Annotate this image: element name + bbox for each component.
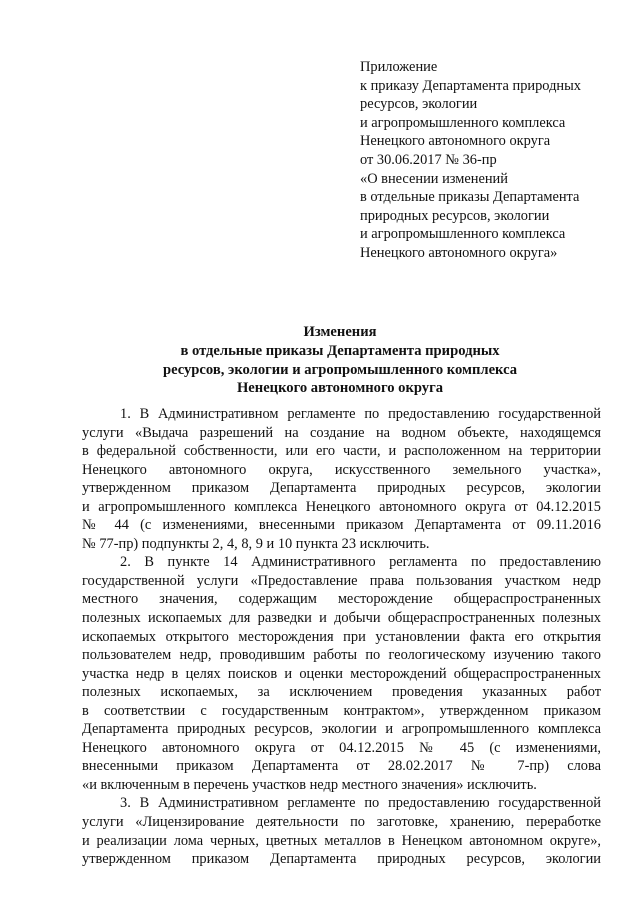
document-title xyxy=(40,323,640,398)
paragraph-line: «и включенным в перечень участков недр местного значения» исключить. xyxy=(82,776,537,793)
appendix-line: от 30.06.2017 № 36-пр xyxy=(360,151,497,168)
title-line: в отдельные приказы Департамента природных xyxy=(180,342,500,359)
title-line: ресурсов, экологии и агропромышленного комплекса xyxy=(162,361,518,378)
paragraph-line: участка недр в целях поисков и оценки месторождений общераспространенных xyxy=(82,665,601,682)
paragraph-line: Ненецкого автономного округа от 04.12.2015 № 45 (с изменениями, xyxy=(82,739,601,756)
paragraph-line: в федеральной собственности, или его части, и расположенном на территории xyxy=(82,443,601,460)
paragraph-line: ископаемых открытого месторождения при установлении факта его открытия xyxy=(82,628,601,645)
paragraph-line: местного значения, содержащим месторождение общераспространенных xyxy=(82,591,601,608)
appendix-line: к приказу Департамента природных xyxy=(360,77,581,94)
paragraph-line: государственной услуги «Предоставление права пользования участком недр xyxy=(82,572,601,589)
appendix-line: и агропромышленного комплекса xyxy=(360,114,566,131)
paragraph-line: полезных ископаемых для разведки и добычи общераспространенных полезных xyxy=(82,610,601,627)
paragraph-line: услуги «Лицензирование деятельности по заготовке, хранению, переработке xyxy=(82,814,601,831)
paragraph-line: в соответствии с государственным контрактом», утвержденном приказом xyxy=(82,702,601,719)
paragraph-line: Департамента природных ресурсов, экологии и агропромышленного комплекса xyxy=(82,721,601,738)
paragraph-line: утвержденном приказом Департамента природных ресурсов, экологии xyxy=(82,480,601,497)
paragraph-line: утвержденном приказом Департамента природных ресурсов, экологии xyxy=(82,851,601,868)
paragraph-line: и реализации лома черных, цветных металлов в Ненецком автономном округе», xyxy=(82,832,601,849)
document-body xyxy=(82,405,601,869)
appendix-line: и агропромышленного комплекса xyxy=(360,226,566,243)
paragraph-line: услуги «Выдача разрешений на создание на водном объекте, находящемся xyxy=(82,424,601,441)
paragraph-line: 2. В пункте 14 Административного регламента по предоставлению xyxy=(120,554,601,571)
appendix-line: в отдельные приказы Департамента xyxy=(360,189,580,206)
appendix-line: природных ресурсов, экологии xyxy=(360,207,550,224)
paragraph-line: внесенными приказом Департамента от 28.02.2017 № 7-пр) слова xyxy=(82,758,601,775)
title-line: Изменения xyxy=(303,324,377,340)
paragraph-line: 3. В Административном регламенте по предоставлению государственной xyxy=(120,795,601,812)
appendix-line: Приложение xyxy=(360,59,438,75)
paragraph-line: № 44 (с изменениями, внесенными приказом Департамента от 09.11.2016 xyxy=(82,517,601,534)
paragraph-line: полезных ископаемых, за исключением проведения указанных работ xyxy=(82,684,601,701)
appendix-line: Ненецкого автономного округа» xyxy=(360,244,558,261)
paragraph-line: 1. В Административном регламенте по предоставлению государственной xyxy=(120,406,601,422)
paragraph-line: и агропромышленного комплекса Ненецкого автономного округа от 04.12.2015 xyxy=(82,498,601,515)
appendix-line: «О внесении изменений xyxy=(360,170,508,187)
paragraph-line: № 77-пр) подпункты 2, 4, 8, 9 и 10 пункта 23 исключить. xyxy=(82,535,430,552)
appendix-line: ресурсов, экологии xyxy=(360,96,478,113)
appendix-line: Ненецкого автономного округа xyxy=(360,133,551,150)
appendix-header xyxy=(360,58,630,263)
paragraph-line: пользователем недр, проводившим работы по геологическому изучению такого xyxy=(82,647,601,664)
paragraph-line: Ненецкого автономного округа, искусственного земельного участка», xyxy=(82,461,601,478)
title-line: Ненецкого автономного округа xyxy=(236,380,444,397)
